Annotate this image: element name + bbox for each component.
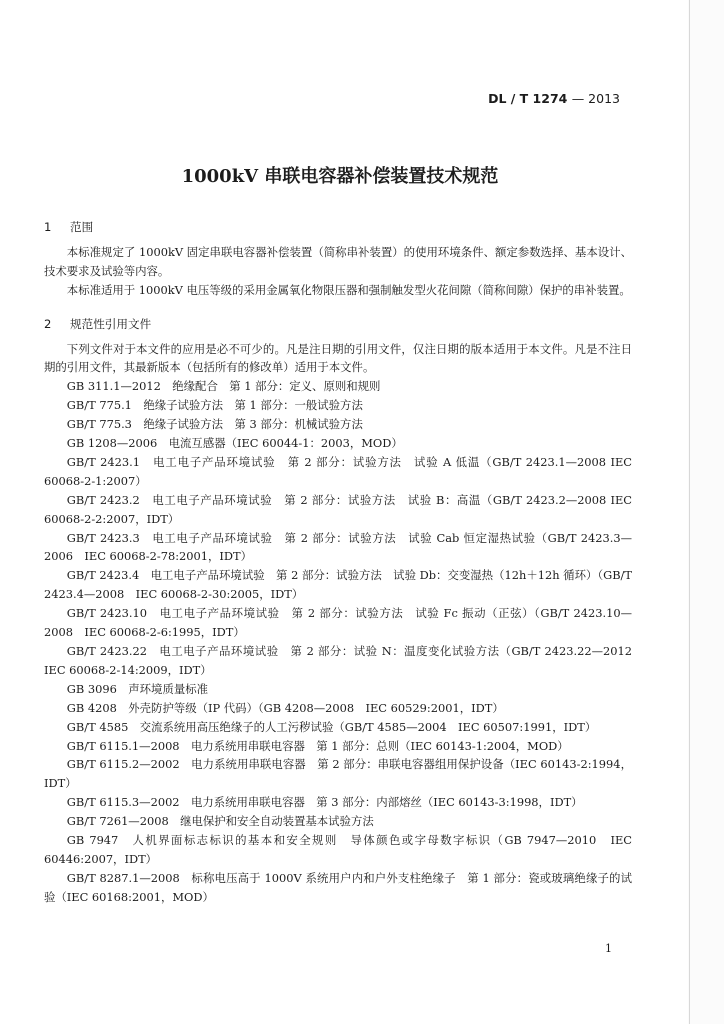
- paragraph: 本标准规定了 1000kV 固定串联电容器补偿装置（简称串补装置）的使用环境条件、额定参数选择、基本设计、技术要求及试验等内容。: [44, 244, 632, 278]
- reference-item: GB/T 2423.22 电工电子产品环境试验 第 2 部分：试验 N：温度变化试验方法（GB/T 2423.22—2012 IEC 60068-2-14:2009，IDT）: [44, 644, 644, 677]
- section-number: 2: [44, 316, 52, 331]
- section-number: 1: [44, 220, 52, 234]
- scan-line: [689, 0, 690, 1024]
- paragraph: 本标准适用于 1000kV 电压等级的采用金属氧化物限压器和强制触发型火花间隙（简称间隙）保护的串补装置。: [66, 282, 631, 297]
- reference-item: GB 311.1—2012 绝缘配合 第 1 部分：定义、原则和规则: [66, 379, 381, 394]
- document-body: [44, 218, 644, 907]
- reference-item: GB/T 8287.1—2008 标称电压高于 1000V 系统用户内和户外支柱绝缘子 第 1 部分：瓷或玻璃绝缘子的试验（IEC 60168:2001，MOD）: [44, 870, 632, 904]
- document-title: 1000kV 串联电容器补偿装置技术规范: [181, 166, 499, 188]
- reference-item: GB/T 2423.4 电工电子产品环境试验 第 2 部分：试验方法 试验 Db：交变湿热（12h＋12h 循环）（GB/T 2423.4—2008 IEC 60068-2-30:2005，IDT）: [44, 568, 632, 602]
- standard-code: [488, 91, 620, 106]
- reference-item: GB 4208 外壳防护等级（IP 代码）（GB 4208—2008 IEC 60529:2001，IDT）: [66, 700, 504, 715]
- reference-item: GB/T 2423.1 电工电子产品环境试验 第 2 部分：试验方法 试验 A 低温（GB/T 2423.1—2008 IEC 60068-2-1:2007）: [44, 454, 632, 488]
- reference-item: GB/T 7261—2008 继电保护和安全自动装置基本试验方法: [66, 814, 374, 829]
- section-body-normative-references: [44, 340, 644, 907]
- reference-item: GB/T 6115.3—2002 电力系统用串联电容器 第 3 部分：内部熔丝（IEC 60143-3:1998，IDT）: [66, 795, 583, 810]
- reference-item: GB/T 2423.3 电工电子产品环境试验 第 2 部分：试验方法 试验 Cab 恒定湿热试验（GB/T 2423.3—2006 IEC 60068-2-78:2001，IDT）: [44, 530, 632, 564]
- reference-item: GB/T 4585 交流系统用高压绝缘子的人工污秽试验（GB/T 4585—2004 IEC 60507:1991，IDT）: [66, 719, 597, 734]
- reference-item: GB/T 2423.10 电工电子产品环境试验 第 2 部分：试验方法 试验 Fc 振动（正弦）（GB/T 2423.10—2008 IEC 60068-2-6:1995，IDT）: [44, 606, 632, 640]
- reference-item: GB 1208—2006 电流互感器（IEC 60044-1：2003，MOD）: [66, 436, 403, 451]
- reference-item: GB/T 2423.2 电工电子产品环境试验 第 2 部分：试验方法 试验 B：高温（GB/T 2423.2—2008 IEC 60068-2-2:2007，IDT）: [44, 492, 632, 526]
- paragraph: 下列文件对于本文件的应用是必不可少的。凡是注日期的引用文件，仅注日期的版本适用于本文件。凡是不注日期的引用文件，其最新版本（包括所有的修改单）适用于本文件。: [44, 341, 632, 375]
- section-title: 规范性引用文件: [70, 316, 152, 331]
- standard-year: — 2013: [571, 91, 620, 106]
- reference-item: GB 7947 人机界面标志标识的基本和安全规则 导体颜色或字母数字标识（GB 7947—2010 IEC 60446:2007，IDT）: [44, 833, 632, 866]
- reference-item: GB/T 775.3 绝缘子试验方法 第 3 部分：机械试验方法: [66, 417, 363, 432]
- scan-edge: [688, 0, 724, 1024]
- reference-item: GB/T 775.1 绝缘子试验方法 第 1 部分：一般试验方法: [66, 398, 363, 413]
- reference-list: [44, 377, 644, 906]
- reference-item: GB 3096 声环境质量标准: [66, 681, 209, 696]
- section-body-scope: [44, 243, 632, 300]
- standard-number: DL / T 1274: [488, 91, 568, 106]
- page-number: 1: [605, 942, 612, 955]
- reference-item: GB/T 6115.1—2008 电力系统用串联电容器 第 1 部分：总则（IEC 60143-1:2004，MOD）: [66, 738, 569, 753]
- reference-item: GB/T 6115.2—2002 电力系统用串联电容器 第 2 部分：串联电容器组用保护设备（IEC 60143-2:1994，IDT）: [44, 757, 632, 791]
- section-title: 范围: [70, 220, 94, 234]
- section-heading-normative-references: [44, 315, 632, 334]
- section-heading-scope: [44, 218, 632, 237]
